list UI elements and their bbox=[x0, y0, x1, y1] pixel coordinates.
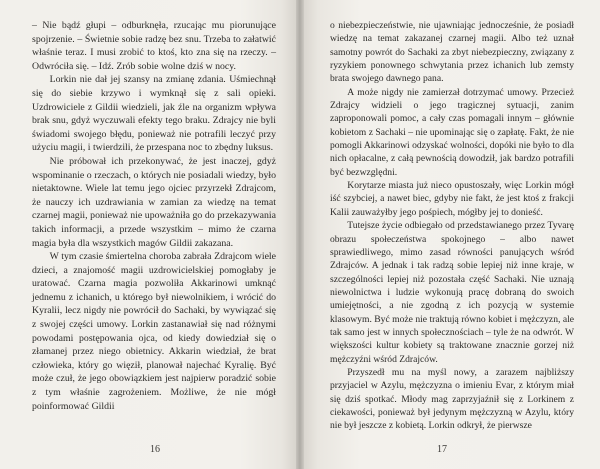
paragraph: o niebezpieczeństwie, nie ujawniając jednocześnie, że posiadł wiedzę na temat zakazanej czarnej magii. Albo też uznał samotny powrót do Sachaki za zbyt niebezpieczny, związany z ryzykiem ponownego schwytania przez ichanich lub zemsty brata swojego dawnego pana. bbox=[330, 20, 574, 85]
book-gutter bbox=[296, 0, 304, 469]
paragraph: Lorkin nie dał jej szansy na zmianę zdania. Uśmiechnął się do siebie krzywo i wymknął się z sali opieki. Uzdrowiciele z Gildii wiedzieli, jak źle na organizm wpływa brak snu, gdyż wyczuwali efekty tego braku. Zdrajcy nie byli świadomi swojego błędu, ponieważ nie potrafili leczyć przy użyciu magii, i twierdzili, że przespana noc to zbędny luksus. bbox=[32, 74, 276, 154]
page-number: 16 bbox=[150, 444, 160, 455]
paragraph: Korytarze miasta już nieco opustoszały, więc Lorkin mógł iść szybciej, a nawet biec, gdyby nie fakt, że jest ktoś z frakcji Kalii zauważyłby jego pośpiech, mógłby jej to donieść. bbox=[330, 180, 574, 218]
paragraph: – Nie bądź głupi – odburknęła, rzucając mu piorunujące spojrzenie. – Świetnie sobie radzę bez snu. Trzeba to załatwić właśnie teraz. I musi zrobić to ktoś, kto zna się na rzeczy. – Odwróciła się. – Idź. Zrób sobie wolne dziś w nocy. bbox=[32, 20, 276, 72]
paragraph: A może nigdy nie zamierzał dotrzymać umowy. Przecież Zdrajcy widzieli o jego tragicznej sytuacji, zanim zaproponowali pomoc, a cały czas pomagali innym – głównie kobietom z Sachaki – nie upominając się o zapłatę. Fakt, że nie pomogli Akkarinowi odzyskać wolności, dopóki nie było to dla nich opłacalne, z całą pewnością dowodził, jak bardzo potrafili być bezwzględni. bbox=[330, 86, 574, 178]
paragraph: W tym czasie śmiertelna choroba zabrała Zdrajcom wiele dzieci, a znajomość magii uzdrowicielskiej pomogłaby je uratować. Czarna magia pozwoliła Akkarinowi umknąć jednemu z ichanich, u którego był niewolnikiem, i wrócić do Kyralii, lecz nigdy nie powrócił do Sachaki, by wywiązać się z swojej części umowy. Lorkin zastanawiał się nad różnymi powodami postępowania ojca, od kiedy dowiedział się o złamanej przez niego obietnicy. Akkarin wiedział, że brat człowieka, który go więził, planował najechać Kyralię. Być może czuł, że jego obowiązkiem jest najpierw poradzić sobie z tym właśnie zagrożeniem. Możliwe, że nie mógł poinformować Gildii bbox=[32, 251, 276, 412]
right-page bbox=[300, 0, 600, 469]
paragraph: Tutejsze życie odbiegało od przedstawianego przez Tyvarę obrazu społeczeństwa spokojnego – albo nawet sprawiedliwego, mimo zasad równości panujących wśród Zdrajców. A jednak i tak radzą sobie lepiej niż inne kraje, w szczególności lepiej niż pozostała część Sachaki. Nie uznają niewolnictwa i ludzie wykonują pracę dobraną do swoich umiejętności, a nie zgodną z ich pozycją w systemie klasowym. Być może nie traktują równo kobiet i mężczyzn, ale tak samo jest w innych społecznościach – tyle że na odwrót. W większości kultur kobiety są traktowane znacznie gorzej niż mężczyźni wśród Zdrajców. bbox=[330, 220, 574, 365]
left-page-text bbox=[32, 19, 276, 413]
page-number: 17 bbox=[437, 444, 447, 455]
right-page-text bbox=[330, 19, 574, 433]
paragraph: Nie próbował ich przekonywać, że jest inaczej, gdyż wspominanie o rzeczach, o których nie posiadali wiedzy, było nietaktowne. Wiele lat temu jego ojciec przyrzekł Zdrajcom, że nauczy ich uzdrawiania w zamian za wiedzę na temat czarnej magii, ponieważ nie upoważniła go do przekazywania takich informacji, a przede wszystkim – mimo że czarna magia była dla wszystkich magów Gildii zakazana. bbox=[32, 155, 276, 249]
paragraph: Przyszedł mu na myśl nowy, a zarazem najbliższy przyjaciel w Azylu, mężczyzna o imieniu Evar, z którym miał się dziś spotkać. Młody mag zaprzyjaźnił się z Lorkinem z ciekawości, ponieważ był jedynym mężczyzną w Azylu, który nie był jeszcze z kobietą. Lorkin odkrył, że pierwsze bbox=[330, 366, 574, 432]
